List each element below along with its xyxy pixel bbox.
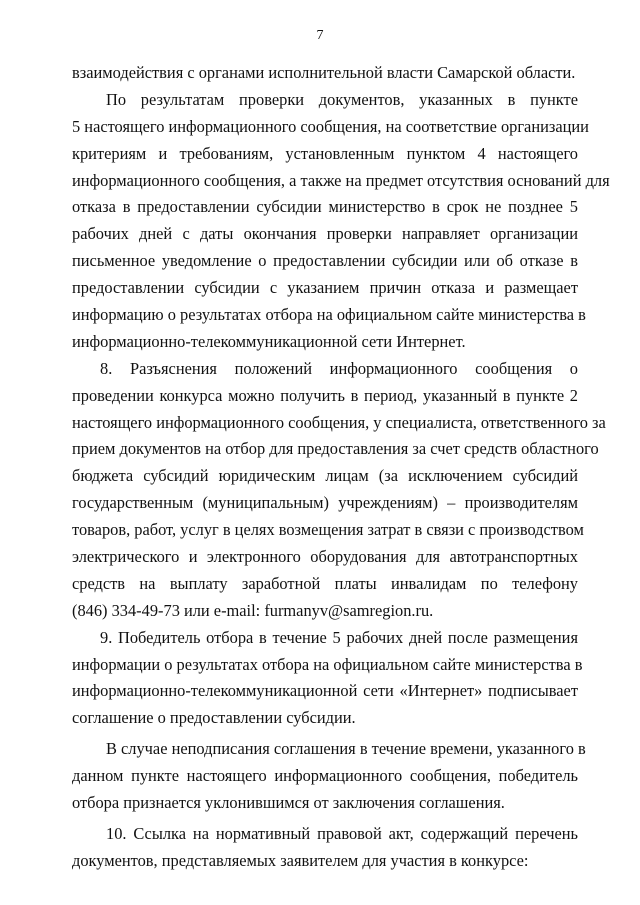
- text-line: прием документов на отбор для предоставления за счет средств областного: [72, 439, 599, 459]
- text-line: данном пункте настоящего информационного сообщения, победитель: [72, 766, 578, 786]
- text-line: 10. Ссылка на нормативный правовой акт, содержащий перечень: [106, 823, 578, 843]
- text-line: товаров, работ, услуг в целях возмещения затрат в связи с производством: [72, 520, 584, 540]
- text-line: взаимодействия с органами исполнительной власти Самарской области.: [72, 63, 576, 82]
- text-line: соглашение о предоставлении субсидии.: [72, 708, 356, 728]
- text-line: документов, представляемых заявителем для участия в конкурсе:: [72, 850, 529, 870]
- text-line: В случае неподписания соглашения в течение времени, указанного в: [106, 739, 586, 759]
- text-line: рабочих дней с даты окончания проверки направляет организации: [72, 224, 578, 244]
- text-line: (846) 334-49-73 или e-mail: furmanyv@samregion.ru.: [72, 600, 434, 620]
- page-number: 7: [316, 28, 324, 43]
- text-line: проведении конкурса можно получить в период, указанный в пункте 2: [72, 385, 578, 405]
- text-line: информационно-телекоммуникационной сети «Интернет» подписывает: [72, 681, 578, 701]
- text-line: отбора признается уклонившимся от заключения соглашения.: [72, 793, 505, 813]
- text-line: информации о результатах отбора на официальном сайте министерства в: [72, 654, 583, 674]
- text-line: электрического и электронного оборудования для автотранспортных: [72, 547, 578, 567]
- document-body: [72, 60, 610, 875]
- paragraph-item-10: [72, 821, 578, 875]
- paragraph-item-8: [72, 356, 606, 625]
- paragraph-continuation: [72, 60, 578, 87]
- text-line: государственным (муниципальным) учреждениям) – производителям: [72, 493, 578, 513]
- text-line: По результатам проверки документов, указанных в пункте: [106, 89, 578, 109]
- text-line: предоставлении субсидии с указанием причин отказа и размещает: [72, 278, 578, 298]
- text-line: информационно-телекоммуникационной сети Интернет.: [72, 331, 466, 351]
- text-line: отказа в предоставлении субсидии министерство в срок не позднее 5: [72, 197, 578, 217]
- text-line: 9. Победитель отбора в течение 5 рабочих дней после размещения: [100, 627, 578, 647]
- paragraph-verification-results: [72, 87, 610, 356]
- text-line: информационного сообщения, а также на предмет отсутствия оснований для: [72, 170, 610, 190]
- text-line: критериям и требованиям, установленным пунктом 4 настоящего: [72, 143, 578, 163]
- paragraph-item-9: [72, 625, 583, 733]
- paragraph-non-signing: [72, 736, 586, 817]
- text-line: информацию о результатах отбора на официальном сайте министерства в: [72, 305, 586, 325]
- text-line: 8. Разъяснения положений информационного сообщения о: [100, 358, 578, 378]
- text-line: письменное уведомление о предоставлении субсидии или об отказе в: [72, 251, 578, 271]
- text-line: средств на выплату заработной платы инвалидам по телефону: [72, 573, 578, 593]
- text-line: настоящего информационного сообщения, у специалиста, ответственного за: [72, 412, 606, 432]
- text-line: 5 настоящего информационного сообщения, на соответствие организации: [72, 116, 589, 136]
- text-line: бюджета субсидий юридическим лицам (за исключением субсидий: [72, 466, 578, 486]
